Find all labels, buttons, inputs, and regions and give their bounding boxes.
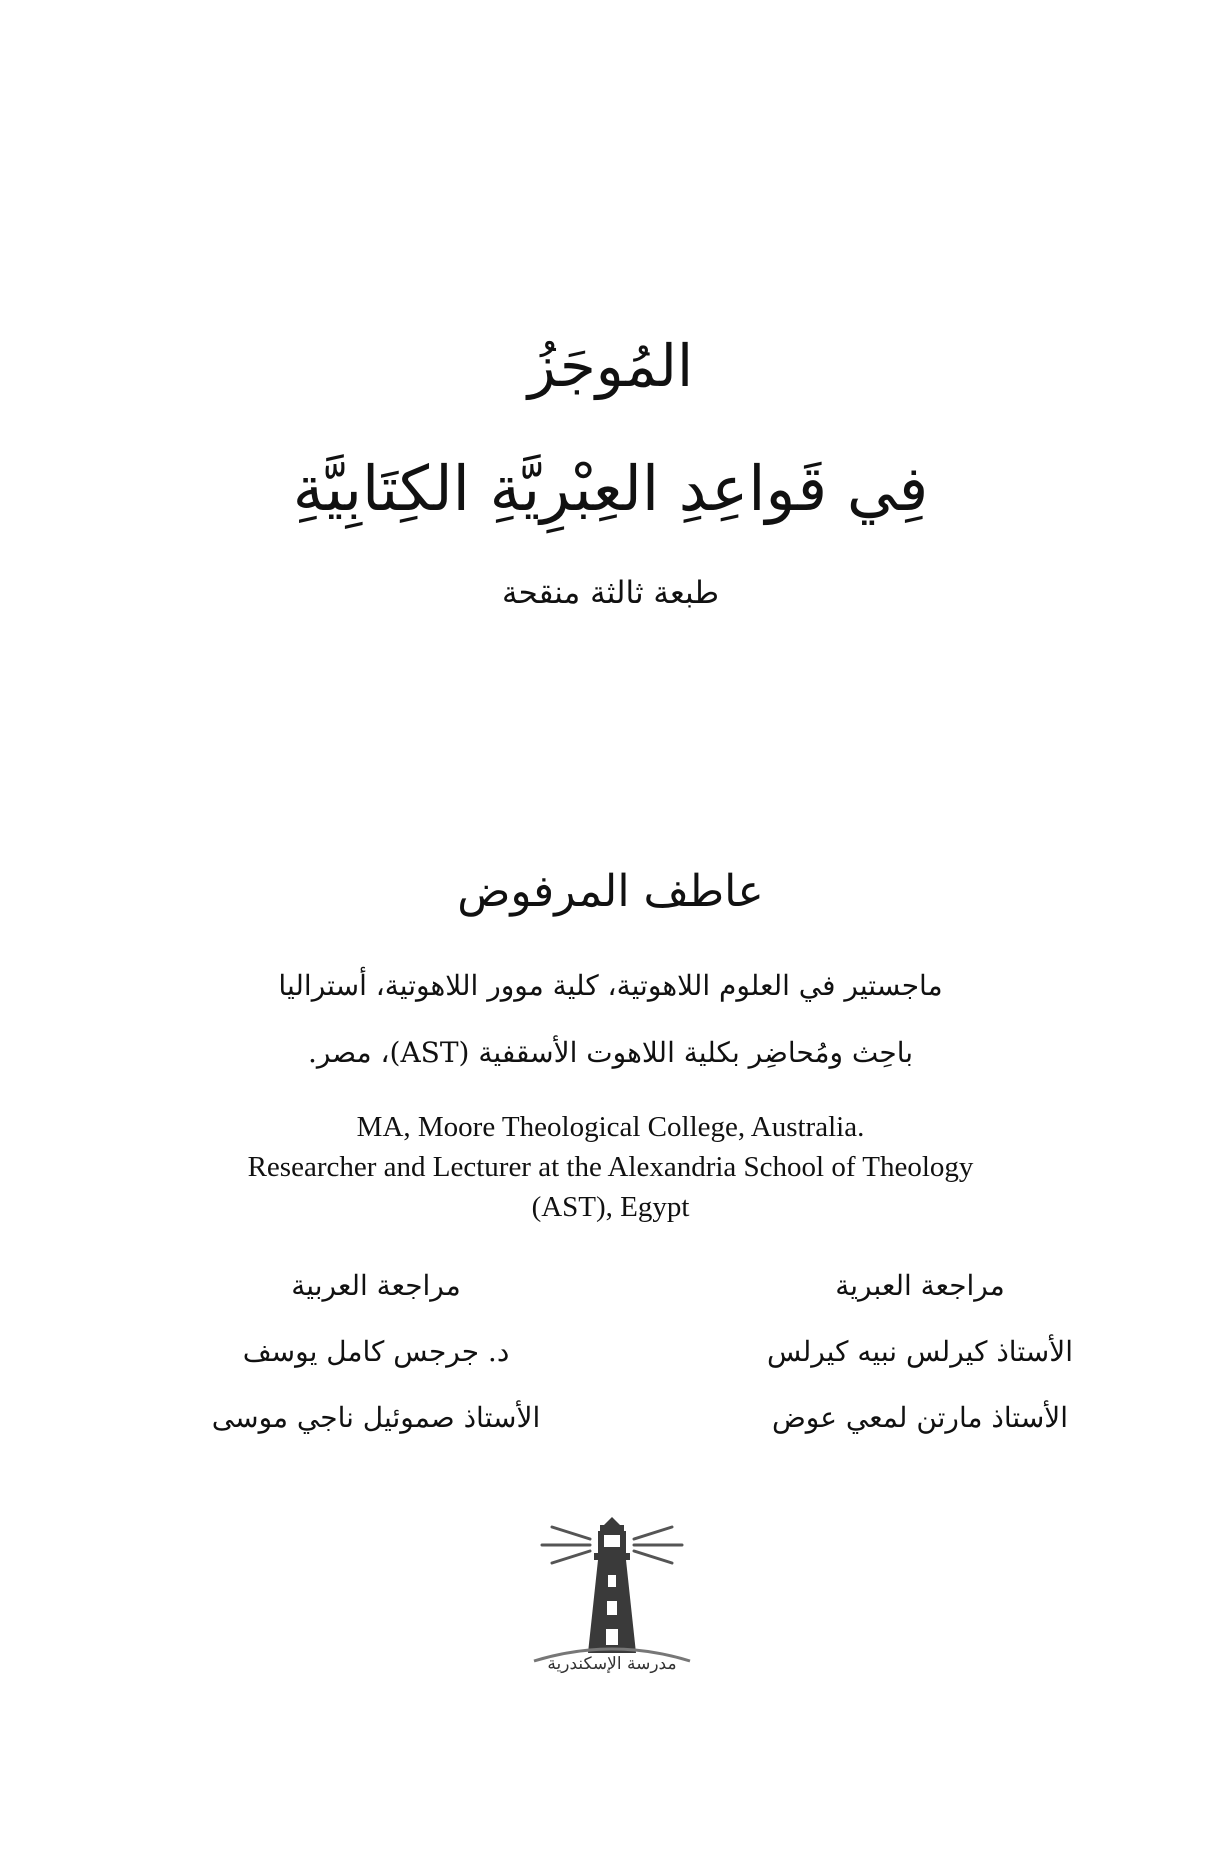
hebrew-reviewers (700, 1262, 1140, 1460)
author-credential-arabic: ماجستير في العلوم اللاهوتية، كلية موور اللاهوتية، أستراليا (278, 969, 943, 1002)
edition-note: طبعة ثالثة منقحة (501, 575, 720, 611)
author-credential-arabic: باحِث ومُحاضِر بكلية اللاهوت الأسقفية (AST)، مصر. (307, 1036, 914, 1069)
hebrew-reviewers-heading: مراجعة العبرية (835, 1269, 1005, 1302)
author-name: عاطف المرفوض (457, 866, 764, 917)
author-credential-english: (AST), Egypt (531, 1191, 690, 1223)
arabic-reviewers-heading: مراجعة العربية (291, 1269, 461, 1302)
logo-caption: مدرسة الإسكندرية (547, 1654, 677, 1674)
author-credential-english: Researcher and Lecturer at the Alexandria School of Theology (247, 1151, 974, 1183)
reviewer-name: د. جرجس كامل يوسف (242, 1335, 510, 1368)
reviewer-name: الأستاذ كيرلس نبيه كيرلس (767, 1335, 1073, 1368)
author-credential-english: MA, Moore Theological College, Australia. (356, 1111, 865, 1143)
reviewer-name: الأستاذ صموئيل ناجي موسى (211, 1401, 541, 1434)
reviewer-name: الأستاذ مارتن لمعي عوض (771, 1401, 1069, 1434)
book-subtitle: فِي قَواعِدِ العِبْرِيَّةِ الكِتَابِيَّةِ (292, 452, 929, 525)
arabic-reviewers (156, 1262, 596, 1460)
book-title: المُوجَزُ (527, 332, 694, 400)
